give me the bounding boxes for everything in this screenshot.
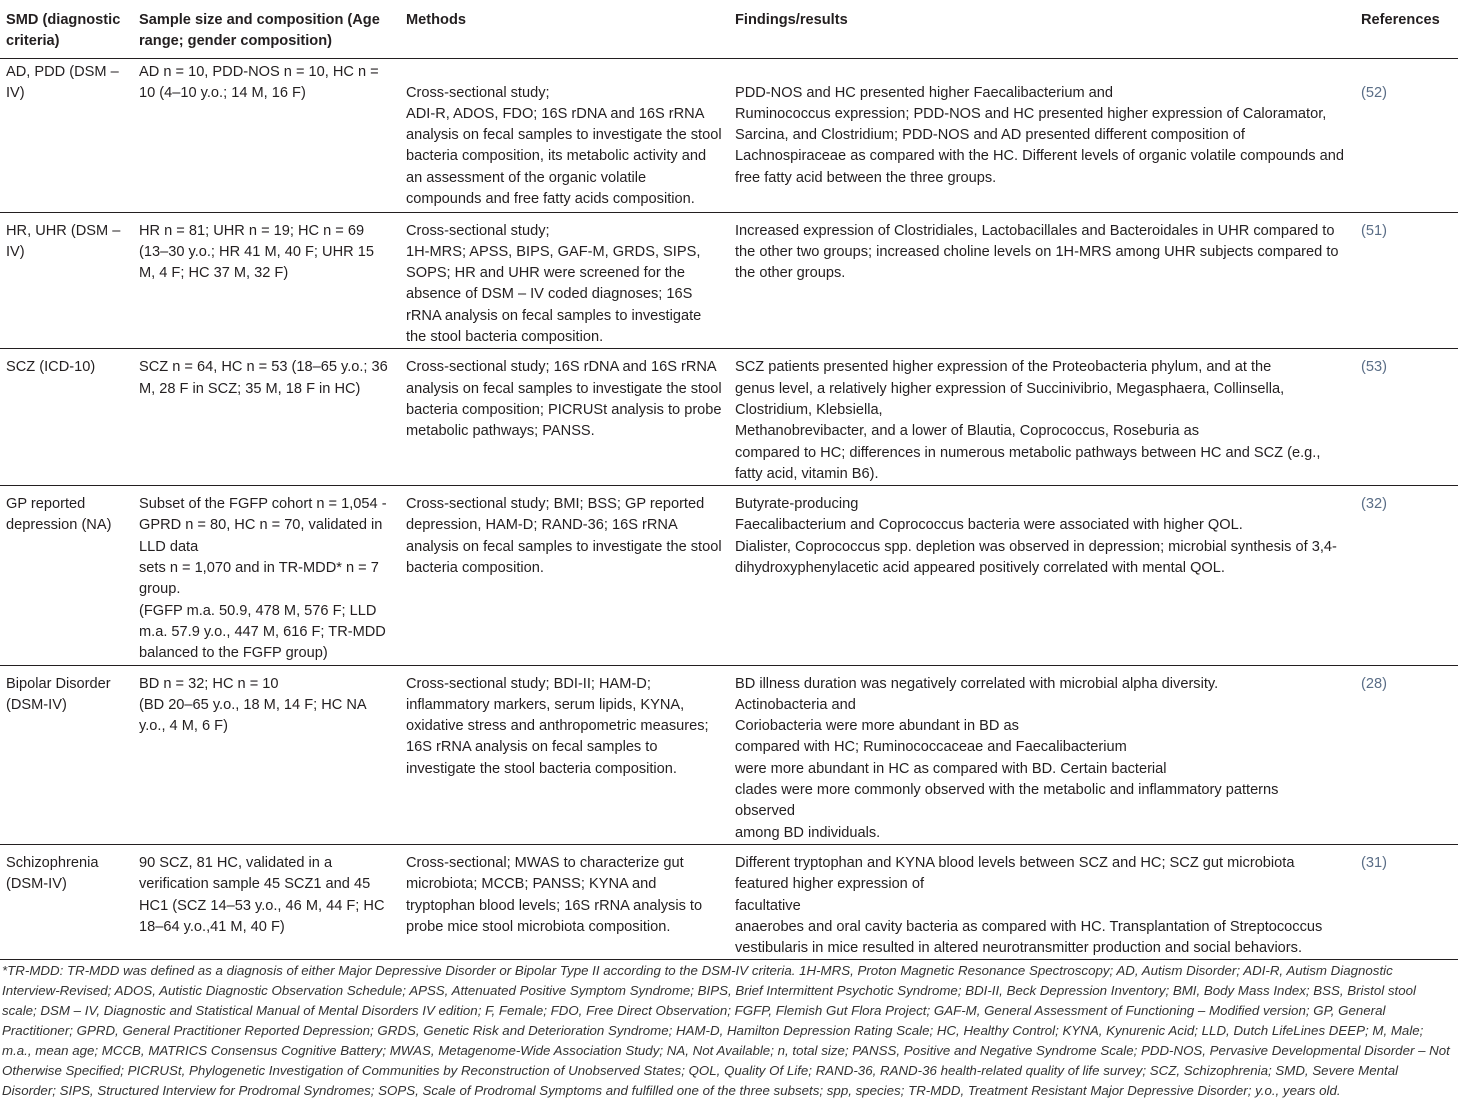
findings-cell: PDD-NOS and HC presented higher Faecalibacterium and Ruminococcus expression; PDD-NOS and HC presented higher expression of Caloramator, Sarcina, and Clostridium; PDD-NOS and AD presented different composition of Lachnospiraceae as compared with the HC. Different levels of organic volatile compounds and free fatty acid between the three groups.	[729, 58, 1355, 212]
smd-cell: AD, PDD (DSM – IV)	[0, 58, 133, 212]
header-references: References	[1355, 0, 1458, 58]
smd-cell: Schizophrenia (DSM-IV)	[0, 844, 133, 959]
header-row	[0, 0, 1458, 58]
table-footnote: *TR-MDD: TR-MDD was defined as a diagnosis of either Major Depressive Disorder or Bipolar Type II according to the DSM-IV criteria. 1H-MRS, Proton Magnetic Resonance Spectroscopy; AD, Autism Disorder; ADI-R, Autism Diagnostic Interview-Revised; ADOS, Autistic Diagnostic Observation Schedule; APSS, Attenuated Positive Symptom Syndrome; BIPS, Brief Intermittent Psychotic Syndrome; BDI-II, Beck Depression Inventory; BMI, Body Mass Index; BSS, Bristol stool scale; DSM – IV, Diagnostic and Statistical Manual of Mental Disorders IV edition; F, Female; FDO, Free Direct Observation; FGFP, Flemish Gut Flora Project; GAF-M, General Assessment of Functioning – Modified version; GP, General Practitioner; GPRD, General Practitioner Reported Depression; GRDS, Genetic Risk and Deterioration Syndrome; HAM-D, Hamilton Depression Rating Scale; HC, Healthy Control; KYNA, Kynurenic Acid; LLD, Dutch LifeLines DEEP; M, Male; m.a., mean age; MCCB, MATRICS Consensus Cognitive Battery; MWAS, Metagenome-Wide Association Study; NA, Not Available; n, total size; PANSS, Positive and Negative Syndrome Scale; PDD-NOS, Pervasive Developmental Disorder – Not Otherwise Specified; PICRUSt, Phylogenetic Investigation of Communities by Reconstruction of Unobserved States; QOL, Quality Of Life; RAND-36, RAND-36 health-related quality of life survey; SCZ, Schizophrenia; SMD, Severe Mental Disorder; SIPS, Structured Interview for Prodromal Syndromes; SOPS, Scale of Prodromal Symptoms and fulfilled one of the three subsets; spp, species; TR-MDD, Treatment Resistant Major Depressive Disorder; y.o., years old.	[2, 963, 1450, 1098]
header-methods: Methods	[400, 0, 729, 58]
reference-link[interactable]: (32)	[1355, 486, 1458, 665]
sample-cell: 90 SCZ, 81 HC, validated in a verification sample 45 SCZ1 and 45 HC1 (SCZ 14–53 y.o., 46 M, 44 F; HC 18–64 y.o.,41 M, 40 F)	[133, 844, 400, 959]
sample-cell: BD n = 32; HC n = 10 (BD 20–65 y.o., 18 M, 14 F; HC NA y.o., 4 M, 6 F)	[133, 665, 400, 844]
findings-cell: Different tryptophan and KYNA blood levels between SCZ and HC; SCZ gut microbiota featured higher expression of facultative anaerobes and oral cavity bacteria as compared with HC. Transplantation of Streptococcus vestibularis in mice resulted in altered neurotransmitter production and social behaviors.	[729, 844, 1355, 959]
methods-cell: Cross-sectional study; BMI; BSS; GP reported depression, HAM-D; RAND-36; 16S rRNA analysis on fecal samples to investigate the stool bacteria composition.	[400, 486, 729, 665]
methods-cell: Cross-sectional study; BDI-II; HAM-D; inflammatory markers, serum lipids, KYNA, oxidative stress and anthropometric measures; 16S rRNA analysis on fecal samples to investigate the stool bacteria composition.	[400, 665, 729, 844]
sample-cell: HR n = 81; UHR n = 19; HC n = 69 (13–30 y.o.; HR 41 M, 40 F; UHR 15 M, 4 F; HC 37 M, 32 F)	[133, 212, 400, 349]
sample-cell: SCZ n = 64, HC n = 53 (18–65 y.o.; 36 M, 28 F in SCZ; 35 M, 18 F in HC)	[133, 349, 400, 486]
findings-cell: BD illness duration was negatively correlated with microbial alpha diversity. Actinobacteria and Coriobacteria were more abundant in BD as compared with HC; Ruminococcaceae and Faecalibacterium were more abundant in HC as compared with BD. Certain bacterial clades were more commonly observed with the metabolic and inflammatory patterns observed among BD individuals.	[729, 665, 1355, 844]
reference-link[interactable]: (52)	[1355, 58, 1458, 212]
reference-link[interactable]: (53)	[1355, 349, 1458, 486]
table-row	[0, 58, 1458, 212]
smd-cell: SCZ (ICD-10)	[0, 349, 133, 486]
table-row	[0, 844, 1458, 959]
methods-cell: Cross-sectional; MWAS to characterize gut microbiota; MCCB; PANSS; KYNA and tryptophan blood levels; 16S rRNA analysis to probe mice stool microbiota composition.	[400, 844, 729, 959]
sample-cell: Subset of the FGFP cohort n = 1,054 - GPRD n = 80, HC n = 70, validated in LLD data sets n = 1,070 and in TR-MDD* n = 7 group. (FGFP m.a. 50.9, 478 M, 576 F; LLD m.a. 57.9 y.o., 447 M, 616 F; TR-MDD balanced to the FGFP group)	[133, 486, 400, 665]
findings-cell: Butyrate-producing Faecalibacterium and Coprococcus bacteria were associated with higher QOL. Dialister, Coprococcus spp. depletion was observed in depression; microbial synthesis of 3,4-dihydroxyphenylacetic acid appeared positively correlated with mental QOL.	[729, 486, 1355, 665]
smd-cell: GP reported depression (NA)	[0, 486, 133, 665]
findings-cell: Increased expression of Clostridiales, Lactobacillales and Bacteroidales in UHR compared to the other two groups; increased choline levels on 1H-MRS among UHR subjects compared to the other groups.	[729, 212, 1355, 349]
methods-cell: Cross-sectional study; 1H-MRS; APSS, BIPS, GAF-M, GRDS, SIPS, SOPS; HR and UHR were screened for the absence of DSM – IV coded diagnoses; 16S rRNA analysis on fecal samples to investigate the stool bacteria composition.	[400, 212, 729, 349]
table-row	[0, 212, 1458, 349]
sample-cell: AD n = 10, PDD-NOS n = 10, HC n = 10 (4–10 y.o.; 14 M, 16 F)	[133, 58, 400, 212]
reference-link[interactable]: (28)	[1355, 665, 1458, 844]
smd-cell: Bipolar Disorder (DSM-IV)	[0, 665, 133, 844]
header-findings: Findings/results	[729, 0, 1355, 58]
reference-link[interactable]: (31)	[1355, 844, 1458, 959]
table-row	[0, 349, 1458, 486]
findings-cell: SCZ patients presented higher expression of the Proteobacteria phylum, and at the genus level, a relatively higher expression of Succinivibrio, Megasphaera, Collinsella, Clostridium, Klebsiella, Methanobrevibacter, and a lower of Blautia, Coprococcus, Roseburia as compared to HC; differences in numerous metabolic pathways between HC and SCZ (e.g., fatty acid, vitamin B6).	[729, 349, 1355, 486]
table-row	[0, 665, 1458, 844]
methods-cell: Cross-sectional study; ADI-R, ADOS, FDO; 16S rDNA and 16S rRNA analysis on fecal samples to investigate the stool bacteria composition, its metabolic activity and an assessment of the organic volatile compounds and free fatty acids composition.	[400, 58, 729, 212]
smd-cell: HR, UHR (DSM – IV)	[0, 212, 133, 349]
header-smd: SMD (diagnostic criteria)	[0, 0, 133, 58]
reference-link[interactable]: (51)	[1355, 212, 1458, 349]
header-sample: Sample size and composition (Age range; gender composition)	[133, 0, 400, 58]
table-row	[0, 486, 1458, 665]
methods-cell: Cross-sectional study; 16S rDNA and 16S rRNA analysis on fecal samples to investigate the stool bacteria composition; PICRUSt analysis to probe metabolic pathways; PANSS.	[400, 349, 729, 486]
